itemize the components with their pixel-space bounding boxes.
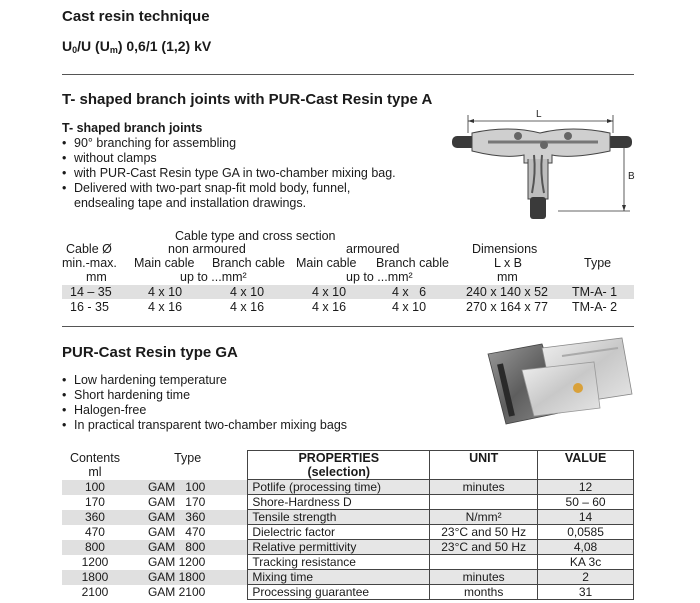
type-header: Type <box>584 256 612 270</box>
table-row: 470 GAM 470 Dielectric factor 23°C and 50 Hz 0,0585 <box>62 525 634 540</box>
list-item: • Short hardening time <box>62 388 422 403</box>
dimensions-header: Dimensions <box>472 242 538 256</box>
table-cell: 4 x 16 <box>312 300 347 314</box>
group-header: Cable type and cross section <box>175 229 336 243</box>
list-item: • with PUR-Cast Resin type GA in two-chamber mixing bag. <box>62 166 422 181</box>
table-row: 360 GAM 360 Tensile strength N/mm² 14 <box>62 510 634 525</box>
table-cell: 4 x 6 <box>392 285 427 299</box>
value-header: VALUE <box>538 451 634 480</box>
table-row: 170 GAM 170 Shore-Hardness D 50 – 60 <box>62 495 634 510</box>
table-row: 2100 GAM 2100 Processing guarantee months 31 <box>62 585 634 600</box>
up-to-header: up to ...mm² <box>180 270 247 284</box>
section2-title: PUR-Cast Resin type GA <box>62 344 238 361</box>
main-cable-header: Main cable <box>296 256 357 270</box>
cable-diameter-header: Cable Ø <box>66 242 112 256</box>
table-cell: 14 – 35 <box>70 285 112 299</box>
list-item: • Delivered with two-part snap-fit mold body, funnel, <box>62 181 422 196</box>
page-title: Cast resin technique <box>62 8 210 25</box>
list-item: • Low hardening temperature <box>62 373 422 388</box>
up-to-header: up to ...mm² <box>346 270 413 284</box>
resin-bags-image <box>482 334 637 429</box>
table-cell: 240 x 140 x 52 <box>466 285 549 299</box>
table-cell: 4 x 16 <box>148 300 183 314</box>
voltage-rating: $U_0/U$ $(U_m)$ 0,6/1 (1,2) kV <box>62 38 212 55</box>
label-l: L <box>536 109 542 120</box>
label-b: B <box>628 171 635 182</box>
table-row: 1200 GAM 1200 Tracking resistance KA 3c <box>62 555 634 570</box>
table-cell: 4 x 10 <box>230 285 265 299</box>
table-cell: 4 x 10 <box>392 300 427 314</box>
section1-bullets <box>62 136 422 196</box>
list-item: • 90° branching for assembling <box>62 136 422 151</box>
properties-table <box>62 450 634 600</box>
bullet-continuation: endsealing tape and installation drawings. <box>74 196 307 210</box>
table-cell: 270 x 164 x 77 <box>466 300 549 314</box>
list-item: • without clamps <box>62 151 422 166</box>
table-cell: 4 x 10 <box>312 285 347 299</box>
branch-cable-header: Branch cable <box>212 256 285 270</box>
unit-header: UNIT <box>430 451 538 480</box>
lxb-header: L x B <box>494 256 523 270</box>
contents-header: Contents ml <box>69 450 120 479</box>
section2-bullets <box>62 373 422 433</box>
table-cell: TM-A- 2 <box>572 300 618 314</box>
table-row: 1800 GAM 1800 Mixing time minutes 2 <box>62 570 634 585</box>
header-divider <box>62 74 634 75</box>
section1-subtitle: T- shaped branch joints <box>62 121 203 135</box>
table-cell: 4 x 16 <box>230 300 265 314</box>
main-cable-header: Main cable <box>134 256 195 270</box>
section-divider <box>62 326 634 327</box>
table-cell: 16 - 35 <box>70 300 109 314</box>
min-max-header: min.-max. <box>62 256 117 270</box>
list-item: • In practical transparent two-chamber mixing bags <box>62 418 422 433</box>
t-joint-diagram <box>448 103 638 228</box>
armoured-header: armoured <box>346 242 400 256</box>
properties-header: PROPERTIES (selection) <box>248 451 430 480</box>
table-row: 800 GAM 800 Relative permittivity 23°C and 50 Hz 4,08 <box>62 540 634 555</box>
table-row: 100 GAM 100 Potlife (processing time) minutes 12 <box>62 480 634 495</box>
dim-mm-header: mm <box>497 270 518 284</box>
table-cell: TM-A- 1 <box>572 285 618 299</box>
list-item: • Halogen-free <box>62 403 422 418</box>
type-header: Type <box>174 450 202 465</box>
mm-header: mm <box>86 270 107 284</box>
non-armoured-header: non armoured <box>168 242 246 256</box>
table-cell: 4 x 10 <box>148 285 183 299</box>
section1-title: T- shaped branch joints with PUR-Cast Resin type A <box>62 91 433 108</box>
branch-cable-header: Branch cable <box>376 256 449 270</box>
